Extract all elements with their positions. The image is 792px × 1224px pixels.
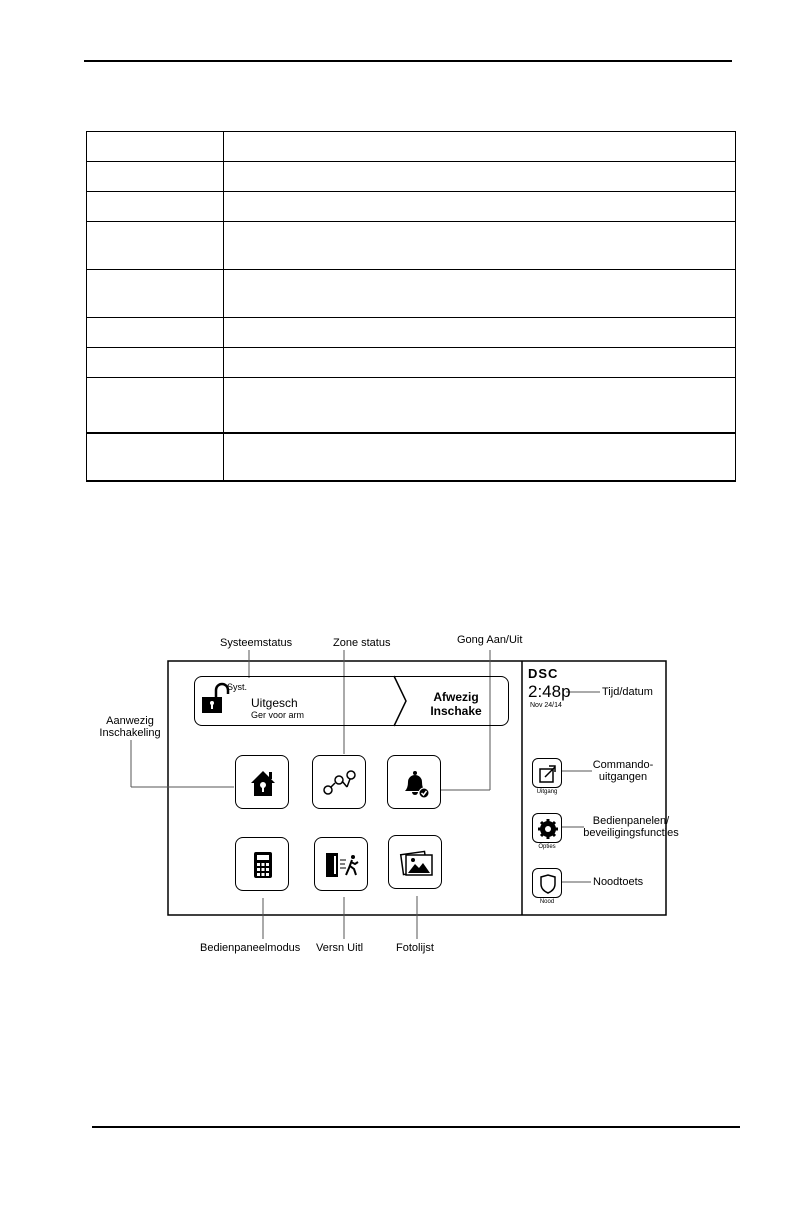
away-arm-button[interactable] (408, 690, 504, 718)
table-row (87, 270, 736, 318)
photo-frame-button[interactable] (388, 835, 442, 889)
chime-button[interactable] (387, 755, 441, 809)
table-row (87, 378, 736, 433)
label-stay-arm-line2: Inschakeling (99, 727, 161, 739)
label-emergency: Noodtoets (593, 876, 644, 888)
zone-status-button[interactable] (312, 755, 366, 809)
output-caption: Uitgang (536, 789, 558, 795)
house-icon (236, 756, 290, 810)
options-caption: Opties (538, 844, 556, 850)
zones-icon (313, 756, 367, 810)
stay-arm-button[interactable] (235, 755, 289, 809)
options-button[interactable] (532, 813, 562, 843)
keypad-figure (96, 628, 686, 962)
gear-icon (533, 814, 563, 844)
table-row (87, 348, 736, 378)
system-state: Uitgesch (251, 696, 298, 710)
output-button[interactable] (532, 758, 562, 788)
table-row (87, 162, 736, 192)
system-label: Syst. (227, 682, 248, 692)
header-rule (84, 60, 732, 62)
table-row (87, 433, 736, 481)
clock-date: Nov 24/14 (530, 702, 562, 709)
keypad-mode-button[interactable] (235, 837, 289, 891)
label-keypad-options-line2: beveiligingsfuncties (583, 827, 679, 839)
label-keypad-mode: Bedienpaneelmodus (200, 942, 301, 954)
output-icon (533, 759, 563, 789)
dsc-logo: DSC (528, 666, 559, 681)
system-substate: Ger voor arm (251, 710, 305, 720)
away-arm-line1: Afwezig (433, 690, 479, 704)
label-zone-status: Zone status (333, 637, 391, 649)
table-row (87, 192, 736, 222)
calculator-icon (236, 838, 290, 892)
label-stay-arm (90, 715, 170, 739)
away-arm-line2: Inschake (430, 704, 482, 718)
door-exit-icon (315, 838, 369, 892)
label-photo-frame: Fotolijst (396, 942, 434, 954)
emergency-caption: Nood (539, 899, 555, 905)
photos-icon (389, 836, 443, 890)
label-command-outputs-line2: uitgangen (598, 771, 648, 783)
table-row (87, 318, 736, 348)
table-row (87, 222, 736, 270)
label-command-outputs-line1: Commando- (592, 759, 654, 771)
label-keypad-options-line1: Bedienpanelen/ (592, 815, 670, 827)
table-row (87, 132, 736, 162)
label-stay-arm-line1: Aanwezig (106, 715, 154, 727)
label-keypad-options (576, 815, 686, 839)
label-time-date: Tijd/datum (602, 686, 653, 698)
emergency-button[interactable] (532, 868, 562, 898)
footer-rule (92, 1126, 740, 1128)
quick-exit-button[interactable] (314, 837, 368, 891)
label-quick-exit: Versn Uitl (316, 942, 364, 954)
legend-table (86, 131, 736, 482)
label-system-status: Systeemstatus (220, 637, 293, 649)
label-command-outputs (584, 759, 662, 783)
shield-icon (533, 869, 563, 899)
bell-icon (388, 756, 442, 810)
label-chime: Gong Aan/Uit (457, 634, 523, 646)
clock-time: 2:48p (528, 682, 571, 701)
